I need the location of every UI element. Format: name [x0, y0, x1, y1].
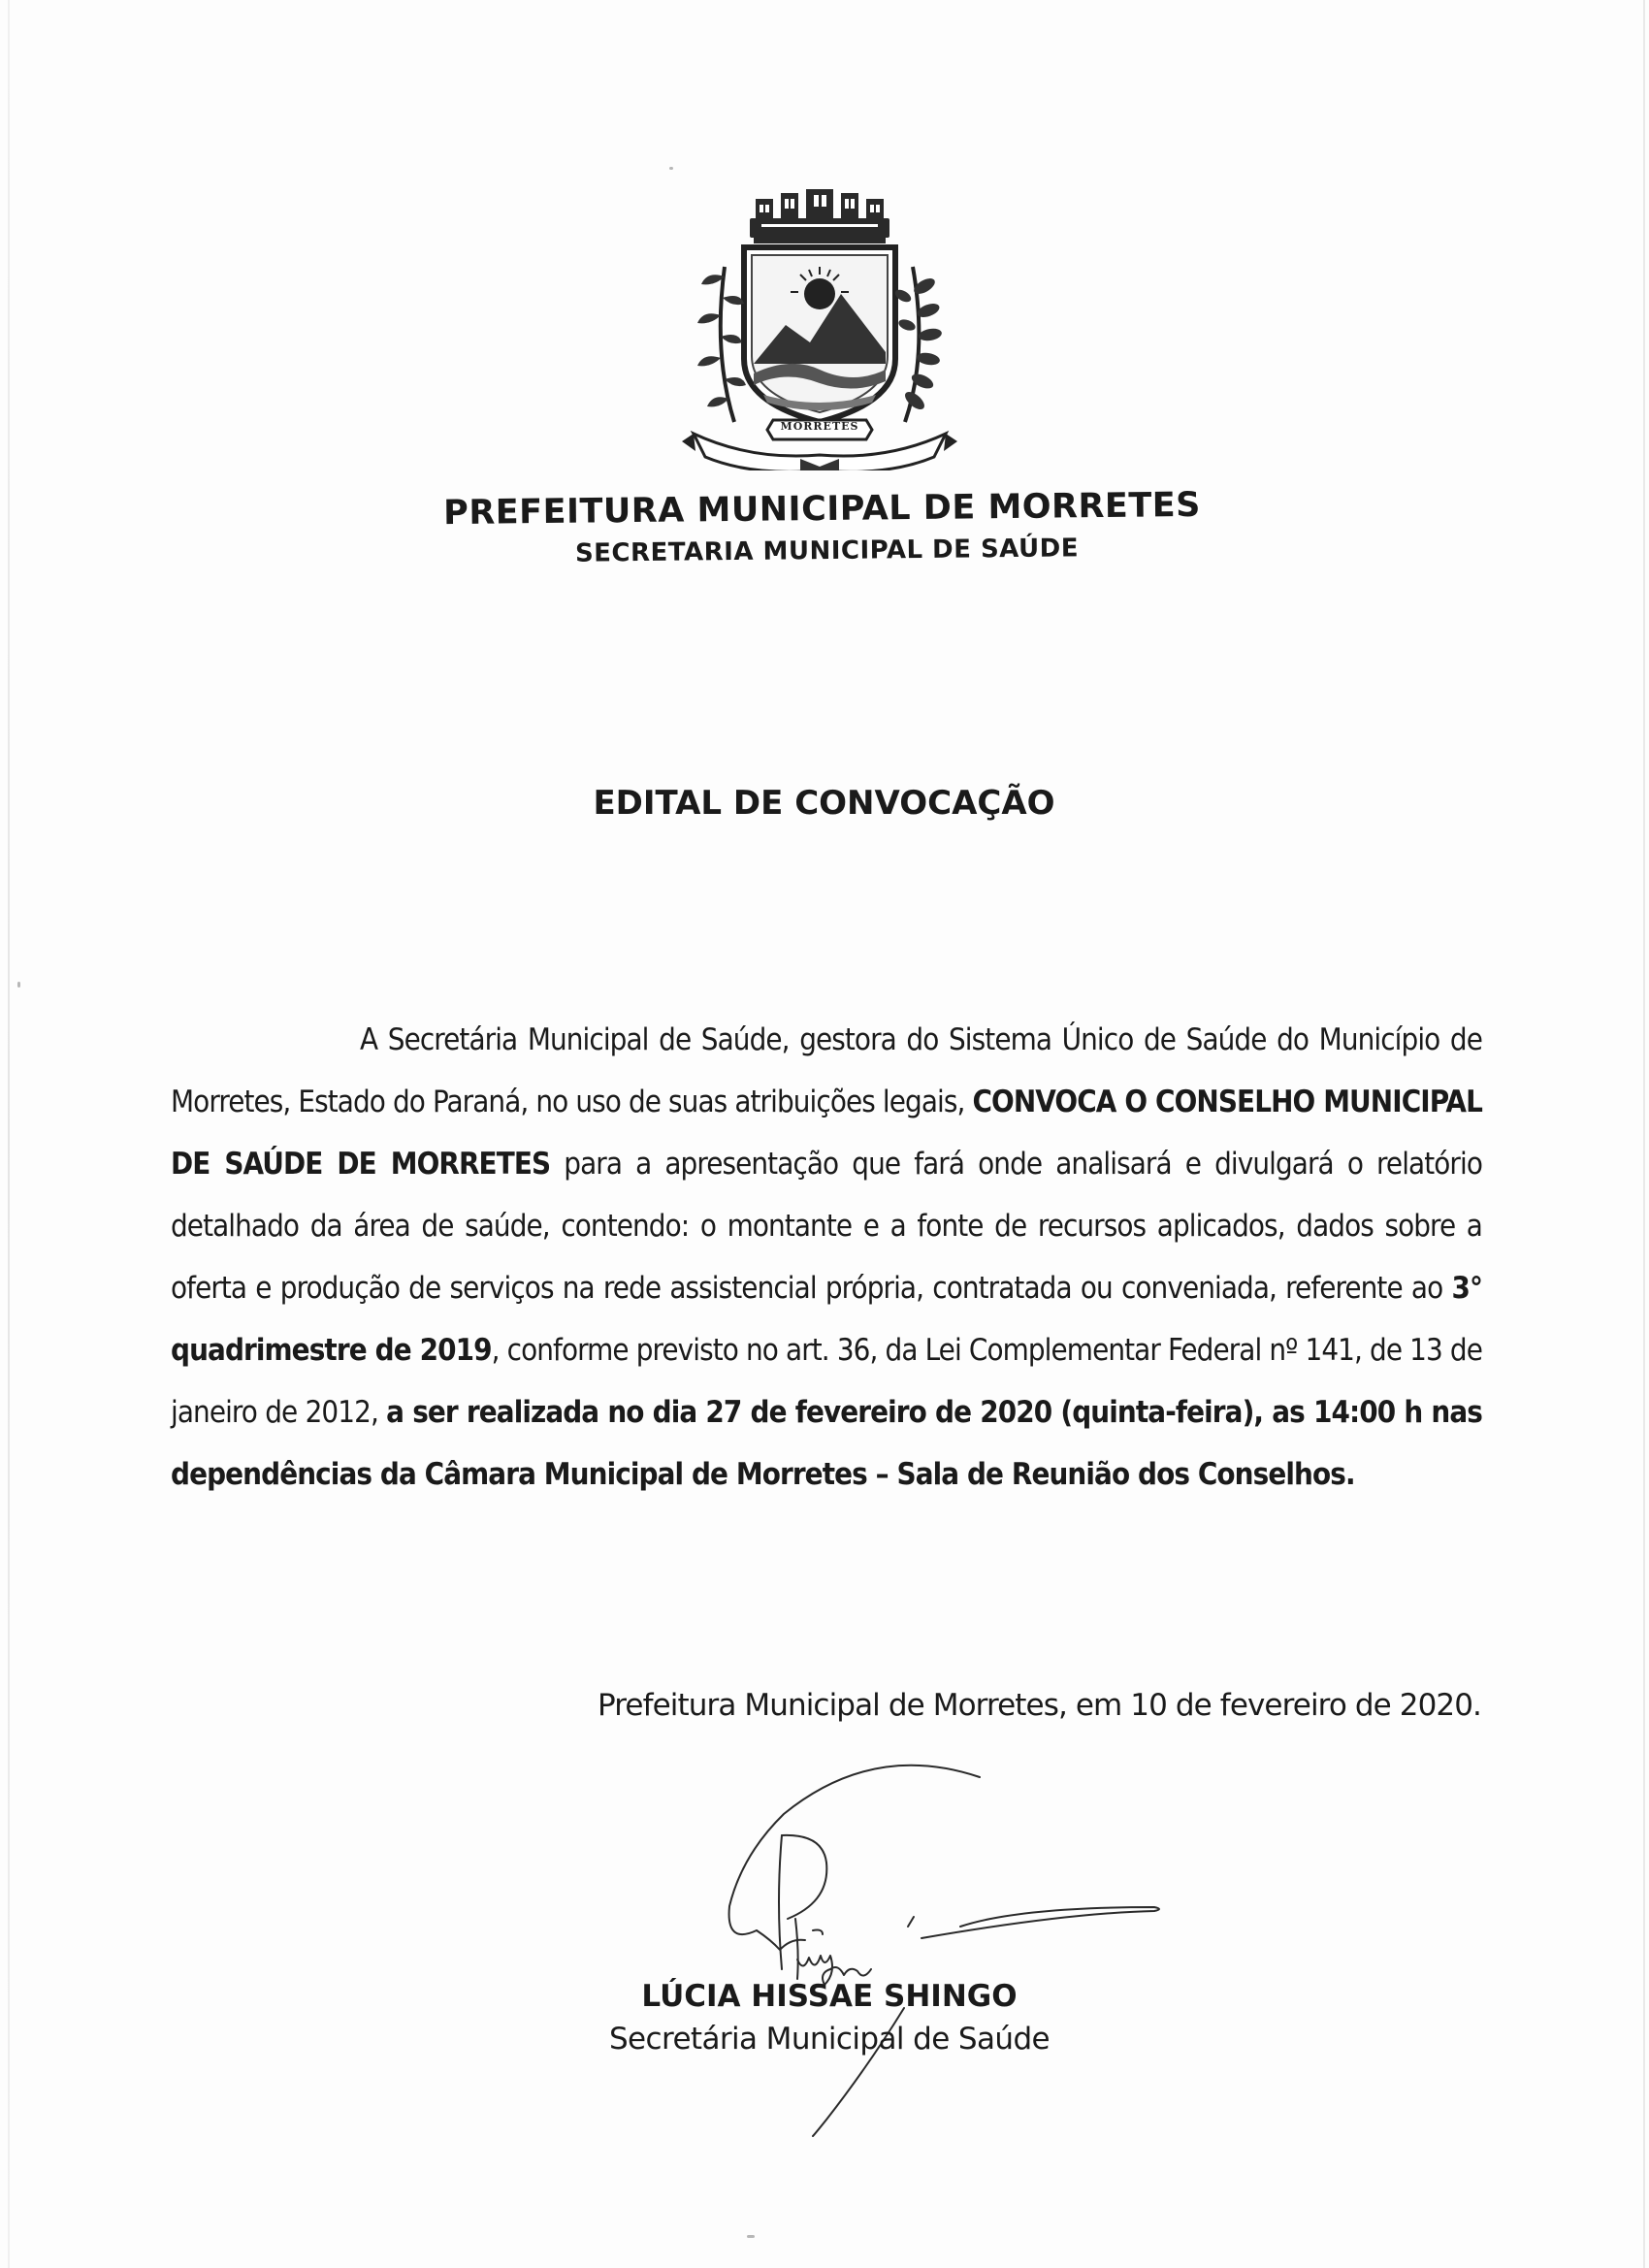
paragraph-text-2: para a apresentação que fará onde analisará e divulgará o relatório detalhado da área de saúde, contendo: o montante e a fonte de recursos aplicados, dados sobre a oferta e produção de serviços na rede assistencial própria, contratada ou conveniada, referente ao — [171, 1147, 1482, 1306]
department-name: SECRETARIA MUNICIPAL DE SAÚDE — [574, 534, 1080, 568]
signatory-role: Secretária Municipal de Saúde — [608, 2022, 1051, 2057]
convocation-paragraph — [171, 1009, 1482, 1506]
scan-edge-right — [1643, 0, 1645, 2268]
crest-banner-text: MORRETES — [780, 420, 859, 433]
document-title — [0, 784, 1649, 823]
letterhead — [0, 485, 1649, 568]
municipality-name: PREFEITURA MUNICIPAL DE MORRETES — [442, 485, 1202, 534]
paragraph-bold-meeting: a ser realizada no dia 27 de fevereiro de 2020 (quinta-feira), as 14:00 h nas dependências da Câmara Municipal de Morretes – Sala de Reunião dos Conselhos. — [171, 1395, 1482, 1492]
document-title-text: EDITAL DE CONVOCAÇÃO — [593, 784, 1055, 823]
handwritten-signature — [698, 1746, 1183, 2163]
paragraph-bold-convocation: CONVOCA O CONSELHO MUNICIPAL DE SAÚDE DE MORRETES — [171, 1085, 1482, 1182]
paragraph-text-1: A Secretária Municipal de Saúde, gestora do Sistema Único de Saúde do Município de Morretes, Estado do Paraná, no uso de suas atribuições legais, — [171, 1022, 1482, 1119]
place-and-date: Prefeitura Municipal de Morretes, em 10 de fevereiro de 2020. — [598, 1688, 1481, 1723]
paragraph-bold-period: 3° quadrimestre de 2019 — [171, 1271, 1482, 1368]
signatory-name: LÚCIA HISSAE SHINGO — [641, 1979, 1018, 2014]
scan-edge-left — [8, 0, 10, 2268]
paragraph-text-3: , conforme previsto no art. 36, da Lei Complementar Federal nº 141, de 13 de janeiro de 2012, — [171, 1333, 1482, 1430]
scan-speck — [17, 982, 20, 988]
scan-speck — [747, 2235, 755, 2238]
scan-speck — [669, 167, 673, 170]
